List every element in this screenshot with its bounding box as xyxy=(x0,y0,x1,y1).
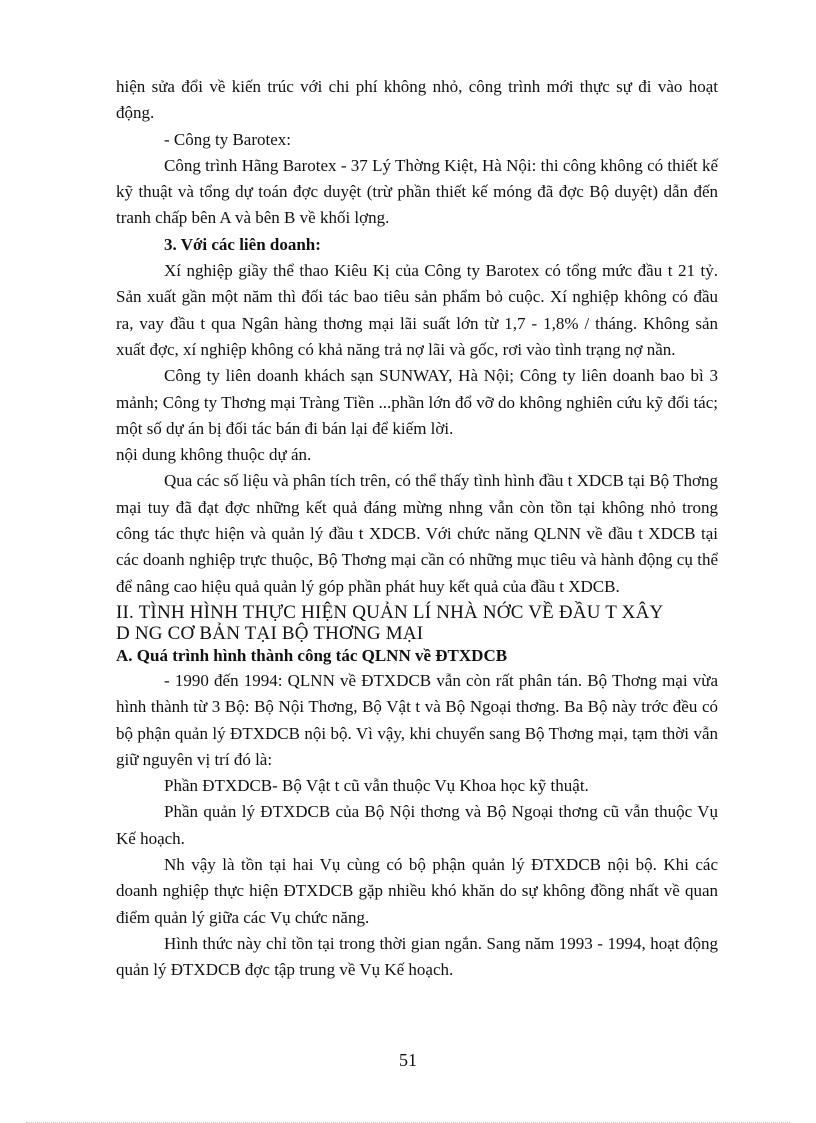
paragraph-noi-ngoai-thuong: Phần quản lý ĐTXDCB của Bộ Nội thơng và Bộ Ngoại thơng cũ vẫn thuộc Vụ Kế hoạch. xyxy=(116,802,718,848)
paragraph-two-departments: Nh vậy là tồn tại hai Vụ cùng có bộ phận quản lý ĐTXDCB nội bộ. Khi các doanh nghiệp thực hiện ĐTXDCB gặp nhiều khó khăn do sự không đồng nhất về quan điểm quản lý giữa các Vụ chức năng. xyxy=(116,855,718,927)
subsection-heading: A. Quá trình hình thành công tác QLNN về ĐTXDCB xyxy=(116,645,508,665)
section-heading-line-1: II. TÌNH HÌNH THỰC HIỆN QUẢN LÍ NHÀ NỚC VỀ ĐẦU T XÂY xyxy=(116,601,664,623)
paragraph-note: nội dung không thuộc dự án. xyxy=(116,445,312,465)
heading-joint-ventures: 3. Với các liên doanh: xyxy=(164,234,321,254)
paragraph-1990-1994: - 1990 đến 1994: QLNN về ĐTXDCB vẫn còn rất phân tán. Bộ Thơng mại vừa hình thành từ 3 Bộ: Bộ Nội Thơng, Bộ Vật t và Bộ Ngoại thơng. Ba Bộ này trớc đều có bộ phận quản lý ĐTXDCB nội bộ. Vì vậy, khi chuyển sang Bộ Thơng mại, tạm thời vẫn giữ nguyên vị trí đó là: xyxy=(116,670,718,769)
paragraph-1: hiện sửa đổi về kiến trúc với chi phí không nhỏ, công trình mới thực sự đi vào hoạt động. xyxy=(116,77,718,123)
paragraph-vat-tu: Phần ĐTXDCB- Bộ Vật t cũ vẫn thuộc Vụ Khoa học kỹ thuật. xyxy=(164,776,589,796)
section-heading xyxy=(116,600,718,644)
paragraph-short-time: Hình thức này chỉ tồn tại trong thời gian ngắn. Sang năm 1993 - 1994, hoạt động quản lý ĐTXDCB đợc tập trung về Vụ Kế hoạch. xyxy=(116,933,718,980)
paragraph-barotex-project: Công trình Hãng Barotex - 37 Lý Thờng Kiệt, Hà Nội: thi công không có thiết kế kỹ thuật và tổng dự toán đợc duyệt (trừ phần thiết kế móng đã đợc Bộ duyệt) dẫn đến tranh chấp bên A và bên B về khối lợng. xyxy=(116,155,718,228)
paragraph-summary: Qua các số liệu và phân tích trên, có thể thấy tình hình đầu t XDCB tại Bộ Thơng mại tuy đã đạt đợc những kết quả đáng mừng nhng vẫn còn tồn tại không nhỏ trong công tác thực hiện và quản lý đầu t XDCB. Với chức năng QLNN về đầu t XDCB tại các doanh nghiệp trực thuộc, Bộ Thơng mại cần có những mục tiêu và hành động cụ thể để nâng cao hiệu quả quản lý góp phần phát huy kết quả của đầu t XDCB. xyxy=(116,471,718,596)
document-page xyxy=(116,74,718,984)
paragraph-sunway: Công ty liên doanh khách sạn SUNWAY, Hà Nội; Công ty liên doanh bao bì 3 mảnh; Công ty Thơng mại Tràng Tiền ...phần lớn đổ vỡ do không nghiên cứu kỹ đối tác; một số dự án bị đối tác bán đi bán lại để kiếm lời. xyxy=(116,366,718,438)
section-heading-line-2: D NG CƠ BẢN TẠI BỘ THƠNG MẠI xyxy=(116,622,424,644)
page-number: 51 xyxy=(399,1050,417,1070)
paragraph-company-barotex: - Công ty Barotex: xyxy=(164,129,292,149)
paragraph-shoe-factory: Xí nghiệp giầy thể thao Kiêu Kị của Công ty Barotex có tổng mức đầu t 21 tỷ. Sản xuất gần một năm thì đối tác bao tiêu sản phẩm bỏ cuộc. Xí nghiệp không có đầu ra, vay đầu t qua Ngân hàng thơng mại lãi suất lớn từ 1,7 - 1,8% / tháng. Không sản xuất đợc, xí nghiệp không có khả năng trả nợ lãi và gốc, rơi vào tình trạng nợ nần. xyxy=(116,261,718,359)
